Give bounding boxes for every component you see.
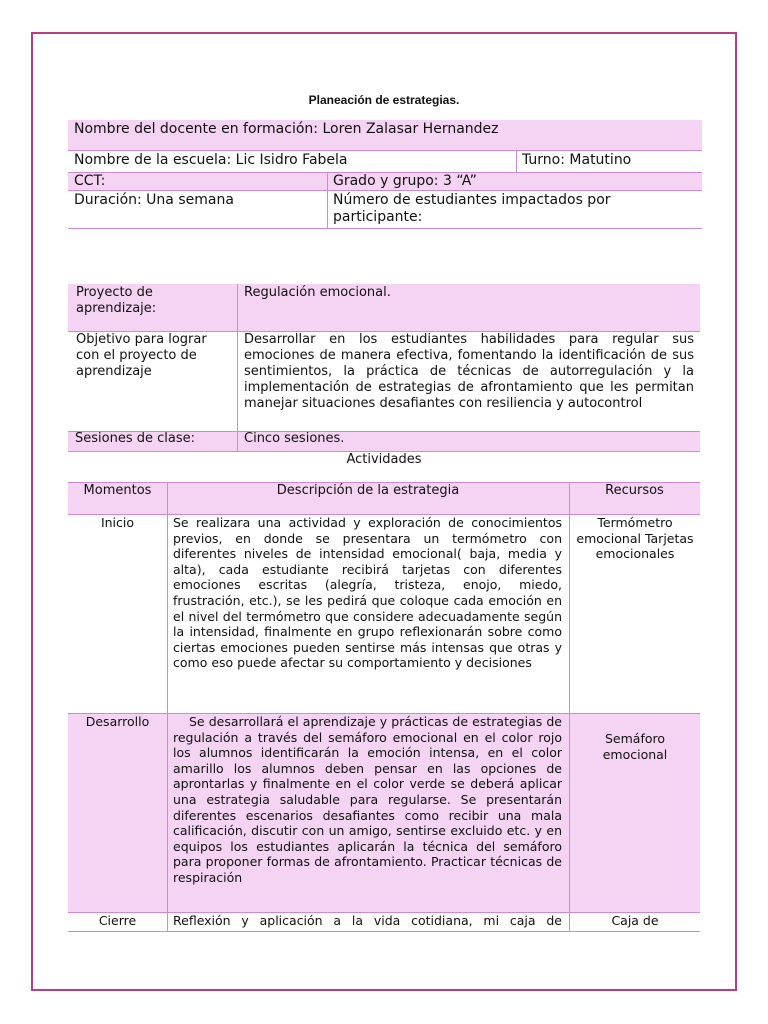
row-desarrollo-momento: Desarrollo (85, 714, 150, 729)
col-recursos: Recursos (605, 483, 664, 498)
col-momentos: Momentos (83, 483, 152, 498)
row-cierre-recursos: Caja de (611, 913, 659, 928)
turno-cell: Turno: Matutino (522, 152, 632, 168)
sesiones-label: Sesiones de clase: (75, 431, 195, 446)
actividades-heading: Actividades (346, 452, 422, 467)
row-desarrollo-descripcion: Se desarrollará el aprendizaje y prácticas de estrategias de regulación a través del semáforo emocional en el color rojo los alumnos identificarán la emoción intensa, en el color amarillo los alumnos deben pensar en las opciones de aprontarlas y finalmente en el color verde se deberá aplicar una estrategia saludable para regularse. Se presentarán diferentes escenarios desafiantes como recibir una mala calificación, discutir con un amigo, sentirse excluido etc. y en equipos los estudiantes aplicarán la técnica del semáforo para proponer formas de afrontamiento. Practicar técnicas de respiración (173, 714, 562, 885)
proyecto-label: Proyecto de aprendizaje: (76, 285, 157, 316)
col-descripcion: Descripción de la estrategia (276, 483, 460, 498)
duracion-cell: Duración: Una semana (74, 192, 234, 208)
row-cierre-descripcion: Reflexión y aplicación a la vida cotidiana, mi caja de (173, 913, 562, 928)
row-inicio-recursos: Termómetro emocional Tarjetas emocionales (576, 515, 694, 562)
escuela-cell: Nombre de la escuela: Lic Isidro Fabela (74, 152, 348, 168)
sesiones-value: Cinco sesiones. (244, 431, 345, 446)
cct-cell: CCT: (74, 173, 106, 189)
grado-cell: Grado y grupo: 3 “A” (333, 173, 477, 189)
proyecto-value: Regulación emocional. (244, 285, 391, 300)
row-cierre-momento: Cierre (98, 913, 137, 928)
objetivo-value: Desarrollar en los estudiantes habilidades para regular sus emociones de manera efectiva, fomentando la identificación de sus sentimientos, la práctica de técnicas de autorregulación y la implementación de estrategias de afrontamiento que les permitan manejar situaciones desafiantes con resiliencia y autocontrol (244, 332, 694, 411)
estudiantes-cell: Número de estudiantes impactados por participante: (333, 192, 611, 225)
document-title: Planeación de estrategias. (308, 93, 460, 107)
row-desarrollo-recursos: Semáforo emocional (602, 731, 668, 762)
objetivo-label: Objetivo para lograr con el proyecto de aprendizaje (76, 332, 207, 379)
row-inicio-momento: Inicio (100, 515, 135, 530)
docente-cell: Nombre del docente en formación: Loren Zalasar Hernandez (74, 121, 499, 137)
row-inicio-descripcion: Se realizara una actividad y exploración de conocimientos previos, en donde se presentara un termómetro con diferentes niveles de intensidad emocional( baja, media y alta), cada estudiante recibirá tarjetas con diferentes emociones escritas (alegría, tristeza, enojo, miedo, frustración, etc.), se les pedirá que coloque cada emoción en el nivel del termómetro que considere adecuadamente según la intensidad, finalmente en grupo reflexionarán sobre como ciertas emociones pueden sentirse más intensas que otras y como eso puede afectar su comportamiento y decisiones (173, 515, 562, 671)
